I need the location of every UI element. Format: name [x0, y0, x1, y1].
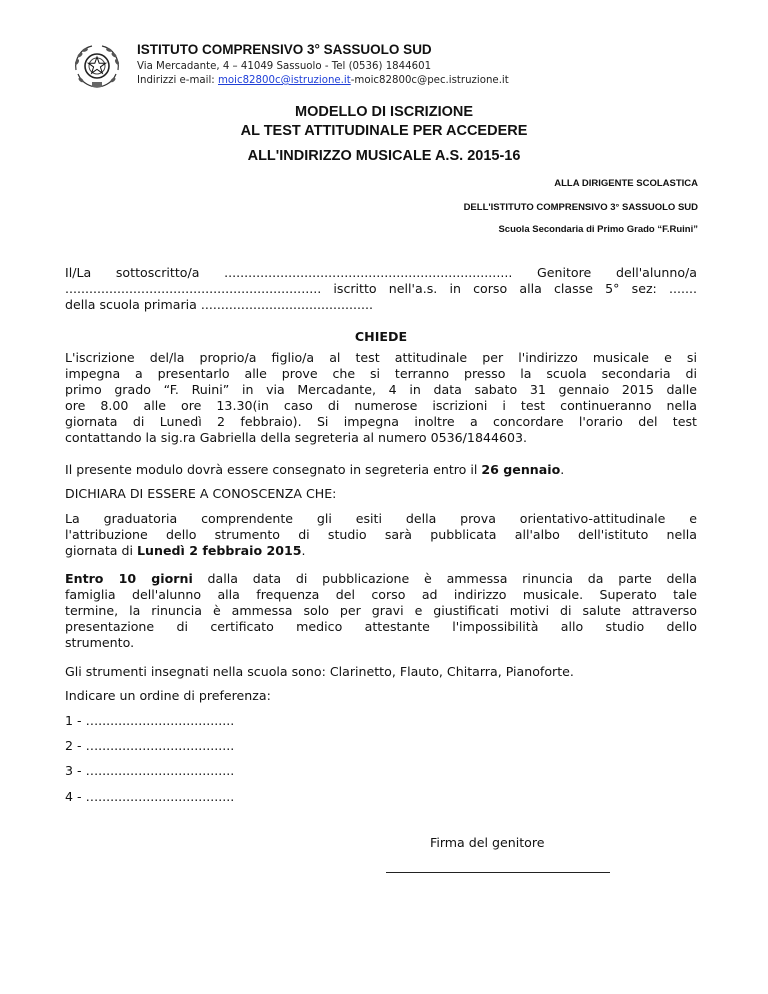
- school-name: ISTITUTO COMPRENSIVO 3° SASSUOLO SUD: [137, 42, 432, 57]
- request-line-4: ore 8.00 alle ore 13.30(in caso di numerose iscrizioni i test continueranno nella: [65, 398, 697, 413]
- graduatoria-line-2: l'attribuzione dello strumento di studio sarà pubblicata all'albo dell'istituto nella: [65, 527, 697, 542]
- deadline-text: Il presente modulo dovrà essere consegnato in segreteria entro il: [65, 462, 482, 477]
- rinuncia-line-1: dalla data di pubblicazione è ammessa rinuncia da parte della: [192, 571, 697, 586]
- rinuncia-line-2: famiglia dell'alunno alla frequenza del corso ad indirizzo musicale. Superato tale: [65, 587, 697, 602]
- request-line-2: impegna a presentarlo alle prove che si terranno presso la scuola secondaria di: [65, 366, 697, 381]
- chiede-heading: CHIEDE: [354, 329, 408, 344]
- graduatoria-date: Lunedì 2 febbraio 2015: [137, 543, 302, 558]
- school-email-line: [137, 75, 509, 86]
- ordine-paragraph: [65, 688, 697, 704]
- graduatoria-line-3-end: .: [301, 543, 306, 558]
- email-prefix: Indirizzi e-mail:: [137, 75, 218, 86]
- title-line-2: AL TEST ATTITUDINALE PER ACCEDERE: [240, 123, 528, 139]
- signature-line[interactable]: [386, 872, 610, 873]
- rinuncia-line-5: strumento.: [65, 635, 135, 650]
- rinuncia-line-4: presentazione di certificato medico attestante l'impossibilità allo studio dello: [65, 619, 697, 634]
- deadline-date: 26 gennaio: [481, 462, 561, 477]
- recipient-line-2: DELL'ISTITUTO COMPRENSIVO 3° SASSUOLO SUD: [463, 202, 698, 213]
- intro-line-1: Il/La sottoscritto/a ........................................................................ Genitore dell'alunno/a: [65, 265, 697, 280]
- preference-3-field[interactable]: 3 - …..................................: [65, 763, 235, 778]
- ordine-text: Indicare un ordine di preferenza:: [65, 688, 271, 703]
- preference-1-field[interactable]: 1 - …..................................: [65, 713, 235, 728]
- rinuncia-line-3: termine, la rinuncia è ammessa solo per gravi e giustificati motivi di salute attraverso: [65, 603, 697, 618]
- preference-4-field[interactable]: 4 - …..................................: [65, 789, 235, 804]
- preference-2-field[interactable]: 2 - …..................................: [65, 738, 235, 753]
- recipient-line-3: Scuola Secondaria di Primo Grado “F.Ruini”: [498, 224, 698, 235]
- signature-label: Firma del genitore: [430, 835, 545, 850]
- dichiara-text: DICHIARA DI ESSERE A CONOSCENZA CHE:: [65, 486, 337, 501]
- dichiara-heading: [65, 486, 697, 502]
- strumenti-paragraph: [65, 664, 697, 680]
- republic-emblem-icon: [68, 40, 126, 90]
- request-line-1: L'iscrizione del/la proprio/a figlio/a al test attitudinale per l'indirizzo musicale e si: [65, 350, 697, 365]
- request-line-3: primo grado “F. Ruini” in via Mercadante, 4 in data sabato 31 gennaio 2015 dalle: [65, 382, 697, 397]
- intro-line-2: ................................................................ iscritto nell'a.s. in corso alla classe 5° sez: .......: [65, 281, 697, 296]
- graduatoria-line-3-text: giornata di: [65, 543, 138, 558]
- rinuncia-paragraph: [65, 571, 697, 651]
- school-address: Via Mercadante, 4 – 41049 Sassuolo - Tel (0536) 1844601: [137, 61, 432, 72]
- deadline-paragraph: [65, 462, 697, 478]
- deadline-end: .: [560, 462, 565, 477]
- title-line-3: ALL'INDIRIZZO MUSICALE A.S. 2015-16: [247, 148, 521, 164]
- request-paragraph: [65, 350, 697, 446]
- email-link[interactable]: moic82800c@istruzione.it: [217, 75, 351, 86]
- request-line-5: giornata di Lunedì 2 febbraio). Si impegna inoltre a concordare l'orario del test: [65, 414, 697, 429]
- graduatoria-paragraph: [65, 511, 697, 559]
- intro-paragraph: [65, 265, 697, 313]
- email-pec: -moic82800c@pec.istruzione.it: [350, 75, 509, 86]
- request-line-6: contattando la sig.ra Gabriella della segreteria al numero 0536/1844603.: [65, 430, 528, 445]
- intro-line-3: della scuola primaria ...........................................: [65, 297, 374, 312]
- strumenti-text: Gli strumenti insegnati nella scuola sono: Clarinetto, Flauto, Chitarra, Pianoforte.: [65, 664, 574, 679]
- rinuncia-bold: Entro 10 giorni: [65, 571, 193, 586]
- title-line-1: MODELLO DI ISCRIZIONE: [294, 104, 474, 120]
- graduatoria-line-1: La graduatoria comprendente gli esiti della prova orientativo-attitudinale e: [65, 511, 697, 526]
- recipient-line-1: ALLA DIRIGENTE SCOLASTICA: [554, 178, 698, 189]
